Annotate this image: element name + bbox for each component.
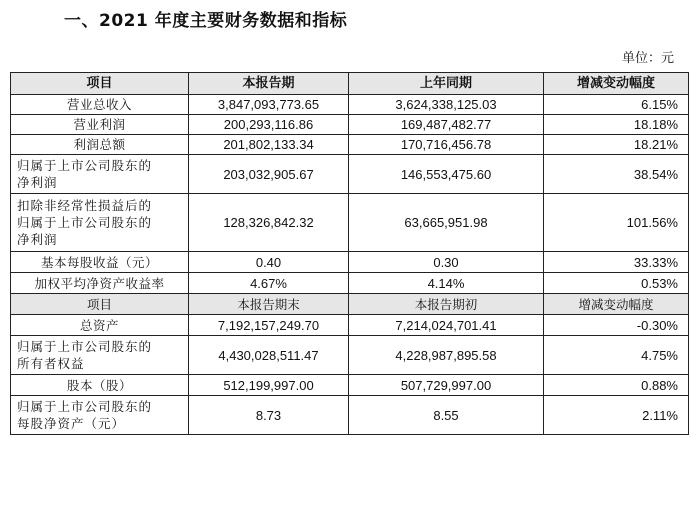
change-value: 33.33% bbox=[544, 252, 689, 273]
row-label-line: 每股净资产（元） bbox=[17, 416, 126, 431]
subheader-change: 增减变动幅度 bbox=[544, 294, 689, 315]
prior-value: 507,729,997.00 bbox=[349, 375, 544, 396]
header-item: 项目 bbox=[11, 73, 189, 95]
prior-value: 3,624,338,125.03 bbox=[349, 95, 544, 115]
current-value: 200,293,116.86 bbox=[189, 115, 349, 135]
table-row bbox=[11, 194, 689, 252]
row-label bbox=[11, 155, 189, 194]
row-label: 利润总额 bbox=[11, 135, 189, 155]
row-label-line: 归属于上市公司股东的 bbox=[17, 215, 153, 230]
row-label: 股本（股） bbox=[11, 375, 189, 396]
current-value: 4,430,028,511.47 bbox=[189, 336, 349, 375]
table-row bbox=[11, 95, 689, 115]
row-label: 加权平均净资产收益率 bbox=[11, 273, 189, 294]
table-row bbox=[11, 115, 689, 135]
subheader-period-start: 本报告期初 bbox=[349, 294, 544, 315]
change-value: 6.15% bbox=[544, 95, 689, 115]
change-value: 18.21% bbox=[544, 135, 689, 155]
current-value: 201,802,133.34 bbox=[189, 135, 349, 155]
current-value: 7,192,157,249.70 bbox=[189, 315, 349, 336]
current-value: 4.67% bbox=[189, 273, 349, 294]
prior-value: 0.30 bbox=[349, 252, 544, 273]
change-value: 2.11% bbox=[544, 396, 689, 435]
current-value: 0.40 bbox=[189, 252, 349, 273]
table-row bbox=[11, 336, 689, 375]
section-title: 一、2021 年度主要财务数据和指标 bbox=[64, 11, 348, 31]
table-row bbox=[11, 315, 689, 336]
row-label bbox=[11, 396, 189, 435]
row-label: 营业总收入 bbox=[11, 95, 189, 115]
change-value: 0.88% bbox=[544, 375, 689, 396]
table-row bbox=[11, 375, 689, 396]
prior-value: 170,716,456.78 bbox=[349, 135, 544, 155]
unit-label: 单位：元 bbox=[621, 51, 674, 66]
header-current-period: 本报告期 bbox=[189, 73, 349, 95]
change-value: 101.56% bbox=[544, 194, 689, 252]
table-row bbox=[11, 273, 689, 294]
prior-value: 63,665,951.98 bbox=[349, 194, 544, 252]
current-value: 128,326,842.32 bbox=[189, 194, 349, 252]
current-value: 203,032,905.67 bbox=[189, 155, 349, 194]
row-label bbox=[11, 336, 189, 375]
row-label: 营业利润 bbox=[11, 115, 189, 135]
row-label-line: 所有者权益 bbox=[17, 356, 85, 371]
row-label-line: 净利润 bbox=[17, 232, 58, 247]
current-value: 8.73 bbox=[189, 396, 349, 435]
table-row bbox=[11, 155, 689, 194]
row-label-line: 归属于上市公司股东的 bbox=[17, 339, 153, 354]
prior-value: 146,553,475.60 bbox=[349, 155, 544, 194]
table-row bbox=[11, 135, 689, 155]
table-subheader-row bbox=[11, 294, 689, 315]
row-label: 总资产 bbox=[11, 315, 189, 336]
financial-table bbox=[10, 72, 689, 435]
prior-value: 169,487,482.77 bbox=[349, 115, 544, 135]
current-value: 3,847,093,773.65 bbox=[189, 95, 349, 115]
prior-value: 8.55 bbox=[349, 396, 544, 435]
row-label-line: 净利润 bbox=[17, 175, 58, 190]
prior-value: 4,228,987,895.58 bbox=[349, 336, 544, 375]
prior-value: 4.14% bbox=[349, 273, 544, 294]
row-label bbox=[11, 194, 189, 252]
subheader-item: 项目 bbox=[11, 294, 189, 315]
row-label-line: 归属于上市公司股东的 bbox=[17, 399, 153, 414]
change-value: 0.53% bbox=[544, 273, 689, 294]
change-value: 18.18% bbox=[544, 115, 689, 135]
table-header-row bbox=[11, 73, 689, 95]
row-label-line: 扣除非经常性损益后的 bbox=[17, 198, 153, 213]
current-value: 512,199,997.00 bbox=[189, 375, 349, 396]
row-label-line: 归属于上市公司股东的 bbox=[17, 158, 153, 173]
table-row bbox=[11, 396, 689, 435]
row-label: 基本每股收益（元） bbox=[11, 252, 189, 273]
change-value: 38.54% bbox=[544, 155, 689, 194]
table-row bbox=[11, 252, 689, 273]
change-value: 4.75% bbox=[544, 336, 689, 375]
header-change: 增减变动幅度 bbox=[544, 73, 689, 95]
change-value: -0.30% bbox=[544, 315, 689, 336]
header-prior-period: 上年同期 bbox=[349, 73, 544, 95]
subheader-period-end: 本报告期末 bbox=[189, 294, 349, 315]
prior-value: 7,214,024,701.41 bbox=[349, 315, 544, 336]
